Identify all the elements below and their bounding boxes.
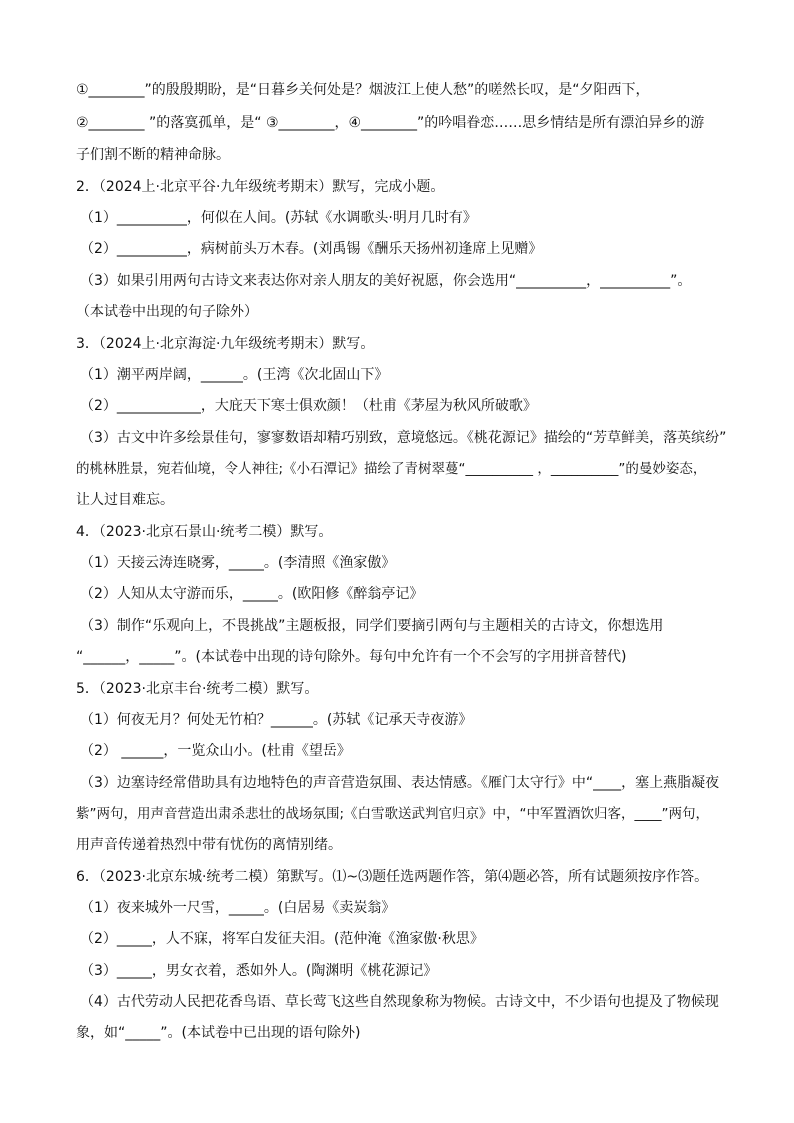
text-line: （2） ______，一览众山小。(杜甫《望岳》 xyxy=(80,743,351,759)
text-line: （1）潮平两岸阔，______。(王湾《次北固山下》 xyxy=(80,367,389,383)
text-line: （2）__________，病树前头万木春。(刘禹锡《酬乐天扬州初逢席上见赠》 xyxy=(80,241,543,257)
question-heading: 3．（2024上·北京海淀·九年级统考期末）默写。 xyxy=(76,336,375,352)
text-line: （1）何夜无月？何处无竹柏？______。(苏轼《记承天寺夜游》 xyxy=(80,712,473,728)
text-line: 象，如“_____”。(本试卷中已出现的语句除外) xyxy=(76,1025,361,1041)
text-line: “______，_____”。(本试卷中出现的诗句除外。每句中允许有一个不会写的字用拼音替代) xyxy=(76,649,627,665)
question-heading: 5．（2023·北京丰台·统考二模）默写。 xyxy=(76,681,319,697)
text-line: （2）_____，人不寐，将军白发征夫泪。(范仲淹《渔家傲·秋思》 xyxy=(80,931,484,947)
text-line: （3）古文中许多绘景佳句，寥寥数语却精巧别致，意境悠远。《桃花源记》描绘的“芳草鲜美，落英缤纷” xyxy=(80,430,727,446)
text-line: （3）如果引用两句古诗文来表达你对亲人朋友的美好祝愿，你会选用“__________，__________”。 xyxy=(80,273,692,289)
text-line: （2）____________，大庇天下寒士俱欢颜！（杜甫《茅屋为秋风所破歌》 xyxy=(80,398,537,414)
question-heading: 2．（2024上·北京平谷·九年级统考期末）默写，完成小题。 xyxy=(76,179,445,195)
text-line: ②________ ”的落寞孤单，是“ ③________，④________”的吟唱眷恋……思乡情结是所有漂泊异乡的游 xyxy=(76,115,705,131)
text-line: 紫”两句，用声音营造出肃杀悲壮的战场氛围;《白雪歌送武判官归京》中，“中军置酒饮归客，____”两句， xyxy=(76,806,710,822)
text-line: （1）夜来城外一尺雪，_____。(白居易《卖炭翁》 xyxy=(80,900,396,916)
text-line: 用声音传递着热烈中带有忧伤的离情别绪。 xyxy=(76,837,342,853)
text-line: 子们割不断的精神命脉。 xyxy=(76,147,230,163)
text-line: （2）人知从太守游而乐，_____。(欧阳修《醉翁亭记》 xyxy=(80,586,424,602)
text-line: （3）制作“乐观向上，不畏挑战”主题板报，同学们要摘引两句与主题相关的古诗文，你想选用 xyxy=(80,618,664,634)
question-heading: 6．（2023·北京东城·统考二模）第默写。⑴~⑶题任选两题作答，第⑷题必答，所有试题须按序作答。 xyxy=(76,869,709,885)
text-line: （本试卷中出现的句子除外） xyxy=(76,304,258,320)
text-line: 让人过目难忘。 xyxy=(76,492,174,508)
text-line: （1）__________，何似在人间。(苏轼《水调歌头·明月几时有》 xyxy=(80,210,477,226)
text-line: （1）天接云涛连晓雾，_____。(李清照《渔家傲》 xyxy=(80,555,396,571)
text-line: （3）边塞诗经常借助具有边地特色的声音营造氛围、表达情感。《雁门太守行》中“____，塞上燕脂凝夜 xyxy=(80,775,720,791)
text-line: （3）_____，男女衣着，悉如外人。(陶渊明《桃花源记》 xyxy=(80,963,438,979)
text-line: （4）古代劳动人民把花香鸟语、草长莺飞这些自然现象称为物候。古诗文中，不少语句也提及了物候现 xyxy=(80,994,719,1010)
question-heading: 4．（2023·北京石景山·统考二模）默写。 xyxy=(76,524,333,540)
text-line: ①________”的殷殷期盼，是“日暮乡关何处是？烟波江上使人愁”的嗟然长叹，是“夕阳西下， xyxy=(76,82,650,98)
text-line: 的桃林胜景，宛若仙境，令人神往;《小石潭记》描绘了青树翠蔓“__________ ，__________”的曼妙姿态， xyxy=(76,461,707,477)
